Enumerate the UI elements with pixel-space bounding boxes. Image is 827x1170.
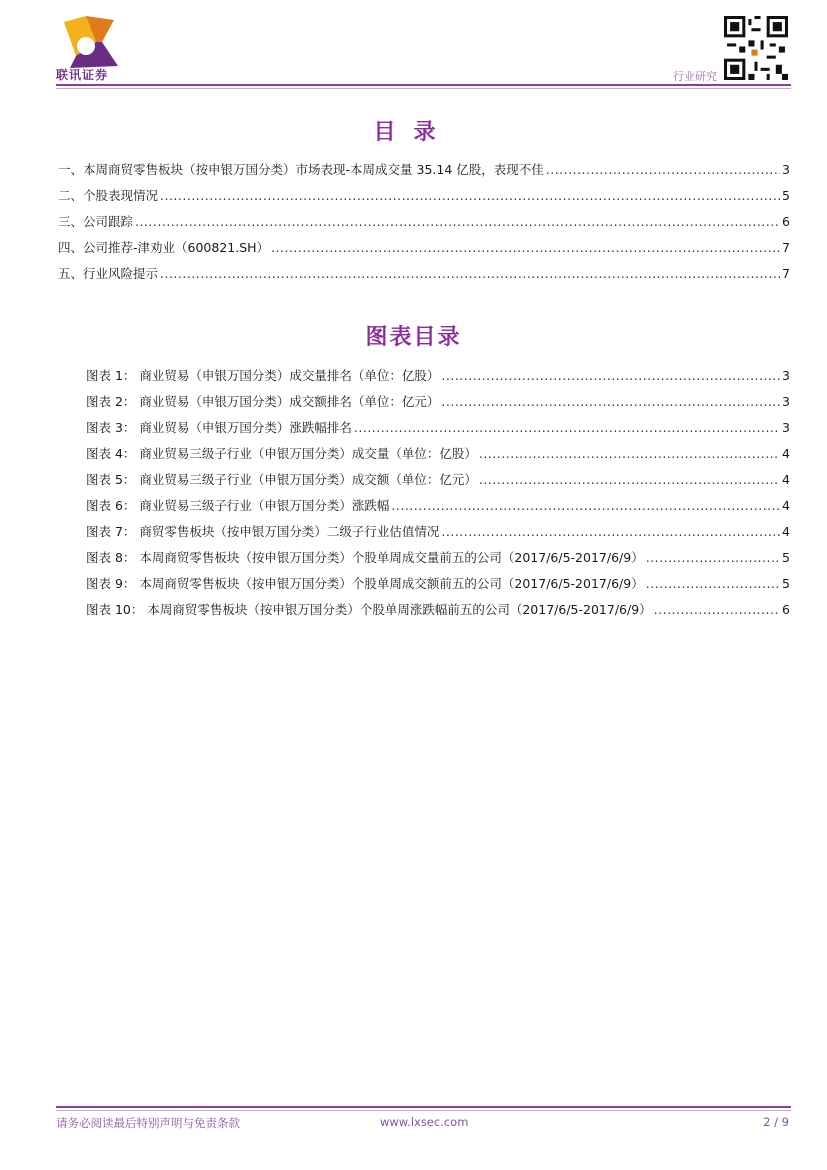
report-category: 行业研究 [673, 70, 717, 83]
figure-entry-page: 4 [782, 472, 790, 487]
page-header [0, 0, 827, 95]
footer-disclaimer: 请务必阅读最后特别声明与免责条款 [56, 1116, 240, 1130]
footer-page-number: 2 / 9 [763, 1115, 789, 1129]
toc-entry-label: 三、公司跟踪 [58, 214, 134, 229]
toc-entry-label: 五、行业风险提示 [58, 266, 159, 281]
figure-entry-page: 4 [782, 524, 790, 539]
toc-entry-label: 一、本周商贸零售板块（按申银万国分类）市场表现-本周成交量 35.14 亿股，表现不佳 [58, 162, 544, 177]
toc-entry-page: 3 [782, 162, 790, 177]
header-rule [56, 84, 791, 86]
figure-list [86, 366, 790, 626]
figure-entry[interactable] [86, 522, 790, 548]
figure-entry[interactable] [86, 600, 790, 626]
toc-entry-page: 6 [782, 214, 790, 229]
footer-website-link[interactable]: www.lxsec.com [380, 1115, 469, 1129]
qr-code-icon [724, 16, 788, 80]
header-rule-thin [56, 88, 791, 89]
figure-entry[interactable] [86, 418, 790, 444]
figure-entry-label: 图表 5： 商业贸易三级子行业（申银万国分类）成交额（单位：亿元） [86, 472, 477, 487]
figure-entry-page: 4 [782, 498, 790, 513]
figure-entry[interactable] [86, 444, 790, 470]
figure-entry-page: 5 [782, 576, 790, 591]
footer-rule-thin [56, 1110, 791, 1111]
toc-entry[interactable] [58, 160, 790, 186]
figure-entry-label: 图表 7： 商贸零售板块（按申银万国分类）二级子行业估值情况 [86, 524, 440, 539]
figure-entry[interactable] [86, 496, 790, 522]
logo-text: 联讯证券 [56, 68, 109, 82]
figure-entry[interactable] [86, 366, 790, 392]
figure-entry-page: 6 [782, 602, 790, 617]
toc-entry-page: 7 [782, 240, 790, 255]
figure-entry-page: 3 [782, 368, 790, 383]
toc-list [58, 160, 790, 290]
toc-entry-label: 二、个股表现情况 [58, 188, 159, 203]
figure-entry-label: 图表 9： 本周商贸零售板块（按申银万国分类）个股单周成交额前五的公司（2017/6/5-2017/6/9） [86, 576, 644, 591]
figure-entry-label: 图表 1： 商业贸易（申银万国分类）成交量排名（单位：亿股） [86, 368, 440, 383]
toc-entry-label: 四、公司推荐-津劝业（600821.SH） [58, 240, 270, 255]
figure-entry-page: 5 [782, 550, 790, 565]
toc-entry[interactable] [58, 186, 790, 212]
figure-entry[interactable] [86, 392, 790, 418]
toc-entry[interactable] [58, 264, 790, 290]
figure-entry-page: 3 [782, 394, 790, 409]
figure-entry-label: 图表 6： 商业贸易三级子行业（申银万国分类）涨跌幅 [86, 498, 390, 513]
footer-rule [56, 1106, 791, 1108]
toc-title: 目录 [373, 120, 454, 145]
figure-entry-label: 图表 3： 商业贸易（申银万国分类）涨跌幅排名 [86, 420, 352, 435]
figure-entry-page: 3 [782, 420, 790, 435]
toc-entry[interactable] [58, 238, 790, 264]
figure-entry-page: 4 [782, 446, 790, 461]
figure-list-title: 图表目录 [365, 325, 462, 350]
figure-entry-label: 图表 10： 本周商贸零售板块（按申银万国分类）个股单周涨跌幅前五的公司（2017/6/5-2017/6/9） [86, 602, 652, 617]
figure-entry-label: 图表 8： 本周商贸零售板块（按申银万国分类）个股单周成交量前五的公司（2017/6/5-2017/6/9） [86, 550, 644, 565]
figure-entry-label: 图表 2： 商业贸易（申银万国分类）成交额排名（单位：亿元） [86, 394, 440, 409]
toc-entry-page: 5 [782, 188, 790, 203]
toc-entry[interactable] [58, 212, 790, 238]
figure-entry[interactable] [86, 548, 790, 574]
figure-entry[interactable] [86, 574, 790, 600]
toc-entry-page: 7 [782, 266, 790, 281]
figure-entry-label: 图表 4： 商业贸易三级子行业（申银万国分类）成交量（单位：亿股） [86, 446, 477, 461]
figure-entry[interactable] [86, 470, 790, 496]
